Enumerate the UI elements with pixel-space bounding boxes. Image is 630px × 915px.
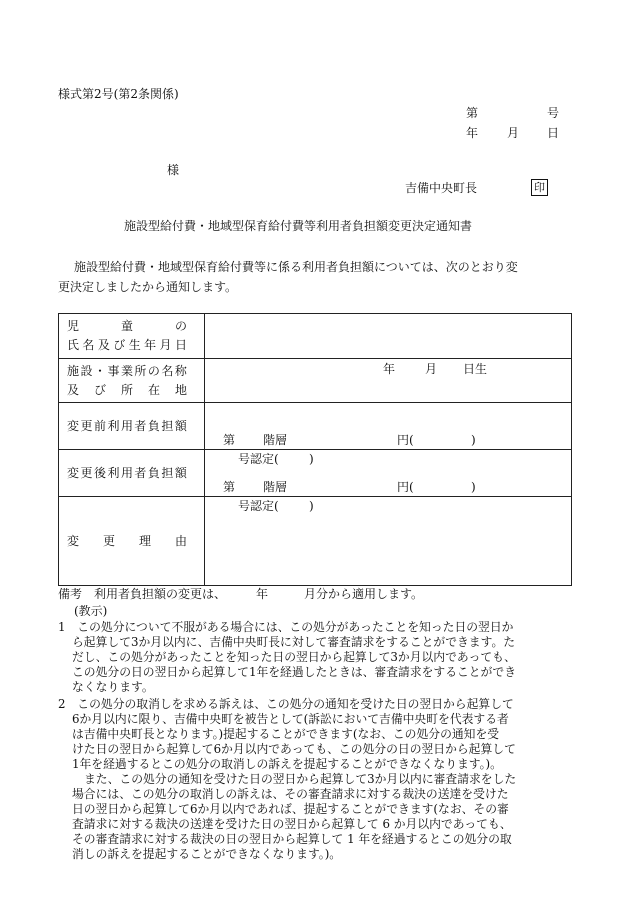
- value-child: [205, 314, 572, 376]
- after-kaiso: 階層: [263, 480, 288, 494]
- intro-line-1: 施設型給付費・地域型保育給付費等に係る利用者負担額については、次のとおり変: [74, 260, 518, 274]
- after-nintei: 号認定(: [238, 499, 279, 513]
- document-title: 施設型給付費・地域型保育給付費等利用者負担額変更決定通知書: [124, 219, 473, 233]
- table-row-after: [59, 450, 572, 497]
- label-facility-line2: 及 び 所 在 地: [67, 382, 187, 397]
- before-yen: 円(: [397, 433, 414, 447]
- label-after: 変 更 後 利 用 者 負 担 額: [59, 450, 205, 497]
- label-child-line1: 児 童 の: [67, 319, 187, 333]
- note-1: 1 この処分について不服がある場合には、この処分があったことを知った日の翌日か ら起算して3か月以内に、吉備中央町長に対して審査請求をすることができます。た だし、この処分があったことを知った日の翌日から起算して3か月以内であっても、 この処分の日の翌日から起算して1年を経過したときは、審査請求をすることができ なくなります。: [58, 620, 516, 694]
- intro-line-2: 更決定しましたから通知します。: [58, 280, 238, 294]
- birth-year: 年: [383, 362, 396, 376]
- value-before: [205, 403, 572, 466]
- before-close: ): [471, 433, 476, 447]
- issuer: 吉備中央町長: [405, 181, 478, 195]
- before-kaiso: 階層: [263, 433, 288, 447]
- kyoji-label: (教示): [74, 604, 108, 618]
- date-year: 年: [466, 126, 479, 140]
- note-2: 2 この処分の取消しを求める訴えは、この処分の通知を受けた日の翌日から起算して 6か月以内に限り、吉備中央町を被告として(訴訟において吉備中央町を代表する者 は吉備中央町長となります。)提起することができます(なお、この処分の通知を受 けた日の翌日から起算して6か月以内であっても、この処分の日の翌日から起算して 1年を経過するとこの処分の取消しの訴えを提起することができなくなります。)。: [58, 697, 516, 771]
- table-row-child: [59, 314, 572, 359]
- before-nintei-close: ): [309, 452, 314, 466]
- table-row-reason: [59, 497, 572, 586]
- details-table: [58, 313, 572, 586]
- birth-month: 月: [425, 362, 438, 376]
- doc-no-go: 号: [547, 106, 560, 120]
- date-day: 日: [547, 126, 560, 140]
- seal-mark: 印: [531, 179, 548, 196]
- label-facility: [59, 359, 205, 403]
- label-before: 変 更 前 利 用 者 負 担 額: [59, 403, 205, 450]
- addressee-suffix: 様: [167, 163, 180, 177]
- doc-no-dai: 第: [466, 106, 479, 120]
- label-child-line2: 氏 名 及 び 生 年 月 日: [67, 338, 187, 352]
- birth-day: 日生: [463, 362, 488, 376]
- before-nintei: 号認定(: [238, 452, 279, 466]
- date-month: 月: [507, 126, 520, 140]
- after-yen: 円(: [397, 480, 414, 494]
- table-row-before: [59, 403, 572, 450]
- label-child: [59, 314, 205, 359]
- note-3: また、この処分の通知を受けた日の翌日から起算して3か月以内に審査請求をした 場合には、この処分の取消しの訴えは、その審査請求に対する裁決の送達を受けた 日の翌日から起算して6か月以内であれば、提起することができます(なお、その審 査請求に対する裁決の送達を受けた日の翌日から起算して 6 か月以内であっても、 その審査請求に対する裁決の日の翌日から起算して 1 年を経過するとこの処分の取 消しの訴えを提起することができなくなります。)。: [72, 772, 517, 861]
- label-facility-line1: 施 設 ・ 事 業 所 の 名 称: [67, 363, 187, 378]
- label-reason: 変 更 理 由: [59, 497, 205, 586]
- remarks: 備考 利用者負担額の変更は、 年 月分から適用します。: [58, 587, 424, 601]
- after-nintei-close: ): [309, 499, 314, 513]
- after-dai: 第: [223, 480, 236, 494]
- before-dai: 第: [223, 433, 236, 447]
- form-number: 様式第2号(第2条関係): [58, 87, 179, 101]
- after-close: ): [471, 480, 476, 494]
- table-row-facility: [59, 359, 572, 403]
